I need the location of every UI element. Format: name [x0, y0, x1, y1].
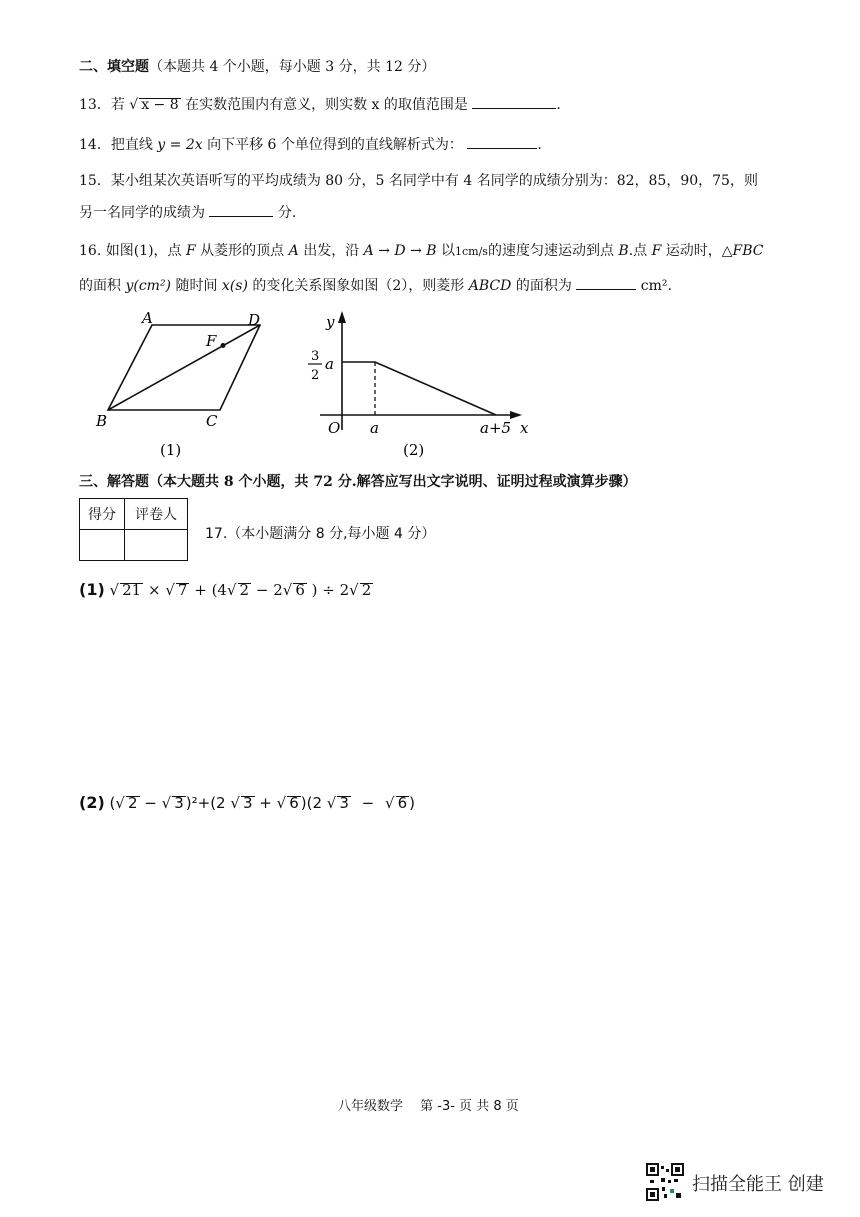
sqrt-symbol-icon: √: [226, 581, 237, 599]
p2-sqrt-3b: 3: [242, 794, 253, 812]
q16-point-b: B: [618, 243, 629, 259]
label-a: A: [142, 309, 153, 327]
q16-y-unit: y(cm²): [125, 278, 172, 294]
q14-equation: y = 2x: [157, 137, 203, 153]
grader-cell[interactable]: [125, 530, 188, 561]
q16-triangle: △FBC: [721, 243, 764, 259]
figure-2-graph: [300, 305, 540, 465]
q13-end: .: [556, 97, 561, 113]
sqrt-symbol-icon: √: [326, 794, 337, 812]
fraction-denominator: 2: [311, 368, 320, 383]
p1-sqrt-6: 6: [295, 581, 305, 599]
problem-1: (1) √ 21 × √ 7 + (4√ 2 − 2√ 6 ) ÷ 2√ 2: [79, 580, 372, 599]
label-c: C: [206, 412, 218, 430]
sqrt-symbol-icon: √: [230, 794, 240, 812]
q13-number: 13．若: [79, 97, 125, 113]
label-origin: O: [328, 419, 341, 437]
q15-answer-blank[interactable]: [209, 202, 273, 217]
q15-unit: 分.: [277, 205, 297, 221]
sqrt-symbol-icon: √: [161, 794, 172, 812]
label-f: F: [206, 332, 217, 350]
q17-title: 17.（本小题满分 8 分,每小题 4 分）: [205, 526, 436, 542]
q16-point-a: A: [288, 243, 299, 259]
label-a-x: a: [370, 419, 379, 437]
p2-plus: +: [259, 794, 272, 812]
p2-minus: −: [144, 794, 157, 812]
p2-sqrt-2: 2: [127, 794, 138, 812]
q14-text: 向下平移 6 个单位得到的直线解析式为：: [207, 137, 463, 153]
section3-heading: [79, 471, 637, 491]
score-table: [79, 498, 188, 561]
p1-close: ) ÷ 2: [311, 581, 350, 599]
section2-note: （本题共 4 个小题，每小题 3 分，共 12 分）: [149, 59, 436, 75]
problem-1-label: (1): [79, 580, 105, 599]
q13-text: 在实数范围内有意义，则实数 x 的取值范围是: [185, 97, 468, 113]
q16-speed: 1cm/s: [455, 245, 488, 258]
q14-end: .: [537, 137, 542, 153]
p2-open: (: [109, 794, 116, 812]
figure-1-caption: (1): [160, 441, 182, 459]
q15-line2-text: 另一名同学的成绩为: [79, 205, 205, 221]
q16-answer-blank[interactable]: [576, 275, 636, 290]
sqrt-symbol-icon: √: [165, 581, 175, 599]
q16-path: A → D → B: [363, 243, 437, 259]
graph-line: [342, 362, 496, 415]
sqrt-symbol-icon: √: [276, 794, 287, 812]
q16-line1: [79, 240, 764, 260]
label-b: B: [96, 412, 108, 430]
q16-text-e: 的速度匀速运动到点: [487, 243, 614, 259]
qr-code-icon: [646, 1163, 684, 1201]
p2-close: )²+(2: [185, 794, 226, 812]
sqrt-symbol-icon: √: [385, 794, 395, 812]
sqrt-symbol-icon: √: [109, 581, 120, 599]
q16-text-i: 随时间: [175, 278, 218, 294]
section3-title: 三、解答题: [79, 474, 149, 490]
p1-sqrt-21: 21: [122, 581, 142, 599]
p2-sqrt-3c: 3: [339, 794, 349, 812]
q16-unit: cm².: [640, 278, 672, 294]
fraction-a: a: [325, 355, 334, 373]
q13-answer-blank[interactable]: [472, 94, 556, 109]
sqrt-symbol-icon: √: [129, 97, 139, 113]
q16-point-f: F: [186, 243, 196, 259]
p2-sqrt-6b: 6: [397, 794, 408, 812]
p2-minus-2: −: [361, 794, 375, 812]
q16-x-unit: x(s): [221, 278, 248, 294]
p1-minus: − 2: [255, 581, 283, 599]
p1-mid: + (4: [194, 581, 227, 599]
p1-sqrt-2: 2: [239, 581, 250, 599]
q16-text-a: 16. 如图(1)，点: [79, 243, 182, 259]
label-x: x: [520, 419, 529, 437]
problem-2: [79, 793, 415, 812]
question-13: [79, 94, 561, 114]
q16-text-c: 出发，沿: [303, 243, 360, 259]
question-14: [79, 134, 542, 154]
point-f-dot: [221, 343, 226, 348]
x-axis-arrow-icon: [510, 411, 522, 419]
q15-line2: [79, 202, 296, 222]
score-header: 得分: [80, 499, 125, 530]
p2-end: ): [409, 794, 415, 812]
q16-text-k: 的面积为: [515, 278, 572, 294]
q16-text-g: 运动时，: [665, 243, 722, 259]
p2-sqrt-6: 6: [289, 794, 299, 812]
p2-mid: )(2: [300, 794, 322, 812]
p1-sqrt-7: 7: [177, 581, 188, 599]
q16-text-j: 的变化关系图象如图（2），则菱形: [252, 278, 465, 294]
q16-point-f-2: F: [651, 243, 662, 259]
q16-text-h: 的面积: [79, 278, 121, 294]
label-d: D: [248, 311, 261, 329]
section2-heading: [79, 56, 435, 76]
sqrt-symbol-icon: √: [349, 581, 359, 599]
q16-rhombus-name: ABCD: [468, 278, 512, 294]
q16-text-d: 以: [441, 243, 455, 259]
sqrt-symbol-icon: √: [282, 581, 293, 599]
watermark-text: 扫描全能王 创建: [692, 1174, 824, 1195]
q15-line1: 15．某小组某次英语听写的平均成绩为 80 分，5 名同学中有 4 名同学的成绩分别为：82，85，90，75，则: [79, 173, 758, 189]
q14-answer-blank[interactable]: [467, 134, 537, 149]
grader-header: 评卷人: [125, 499, 188, 530]
page-footer: 八年级数学 第 -3- 页 共 8 页: [338, 1099, 519, 1114]
fraction-numerator: 3: [311, 349, 320, 364]
label-y: y: [326, 313, 335, 331]
figure-1-rhombus: [90, 305, 280, 475]
y-axis-arrow-icon: [338, 311, 346, 323]
label-a-plus-5: a+5: [480, 419, 512, 437]
q16-text-b: 从菱形的顶点: [200, 243, 285, 259]
p1-sqrt-2b: 2: [361, 581, 372, 599]
section2-title: 二、填空题: [79, 59, 149, 75]
score-cell[interactable]: [80, 530, 125, 561]
q16-line2: [79, 275, 672, 295]
figure-2-caption: (2): [403, 441, 425, 459]
p2-sqrt-3: 3: [174, 794, 184, 812]
q16-text-f: .点: [628, 243, 648, 259]
sqrt-symbol-icon: √: [115, 794, 125, 812]
problem-2-label: (2): [79, 793, 105, 812]
section3-note: （本大题共 8 个小题，共 72 分.解答应写出文字说明、证明过程或演算步骤）: [149, 474, 637, 490]
q14-number: 14．把直线: [79, 137, 153, 153]
q13-radicand: x − 8: [141, 97, 179, 113]
